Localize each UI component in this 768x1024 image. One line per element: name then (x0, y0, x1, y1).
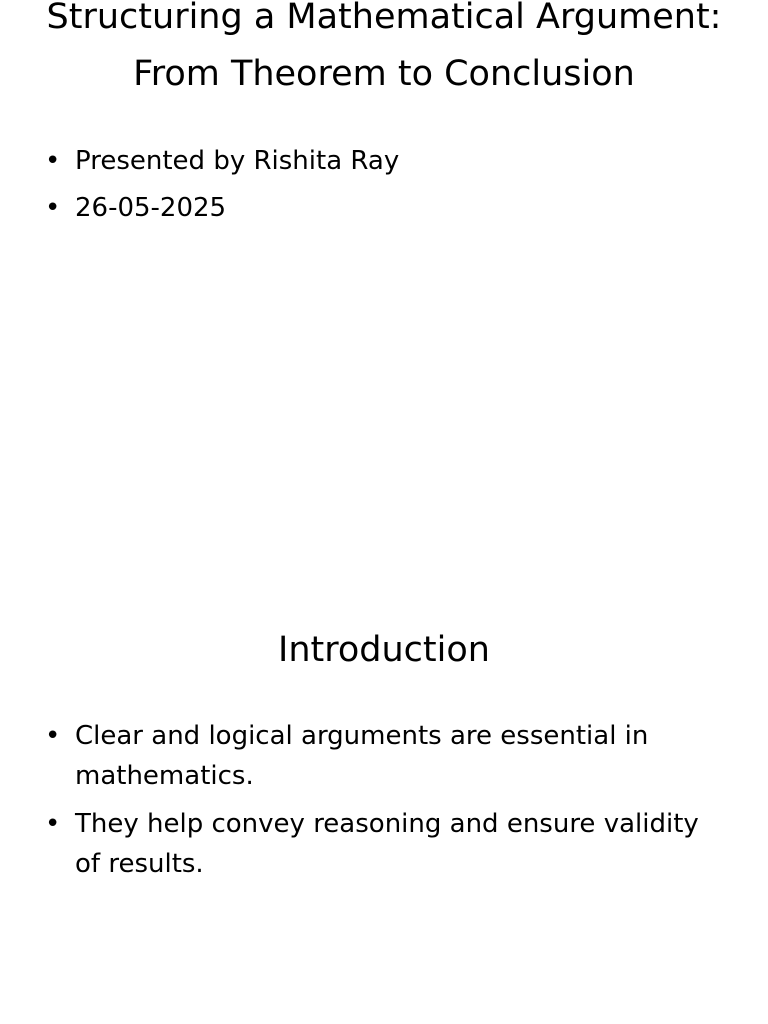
bullet-date (45, 188, 705, 228)
bullet-text: They help convey reasoning and ensure validity of results. (75, 809, 699, 879)
bullet-text: Clear and logical arguments are essential in mathematics. (75, 721, 649, 791)
bullet-convey-reasoning (45, 804, 705, 884)
bullet-text: Presented by Rishita Ray (75, 146, 400, 176)
slide-introduction (0, 512, 768, 1024)
bullet-text: 26-05-2025 (75, 193, 227, 223)
bullet-clear-arguments (45, 716, 705, 796)
slide-introduction-bullet-list (45, 716, 705, 892)
bullet-icon: • (45, 809, 61, 839)
slide-title-bullet-list (45, 141, 705, 235)
slide-title-heading: Structuring a Mathematical Argument: From Theorem to Conclusion (46, 0, 722, 94)
bullet-presenter (45, 141, 705, 181)
bullet-icon: • (45, 193, 61, 223)
slide-introduction-heading: Introduction (278, 630, 490, 670)
bullet-icon: • (45, 146, 61, 176)
bullet-icon: • (45, 721, 61, 751)
